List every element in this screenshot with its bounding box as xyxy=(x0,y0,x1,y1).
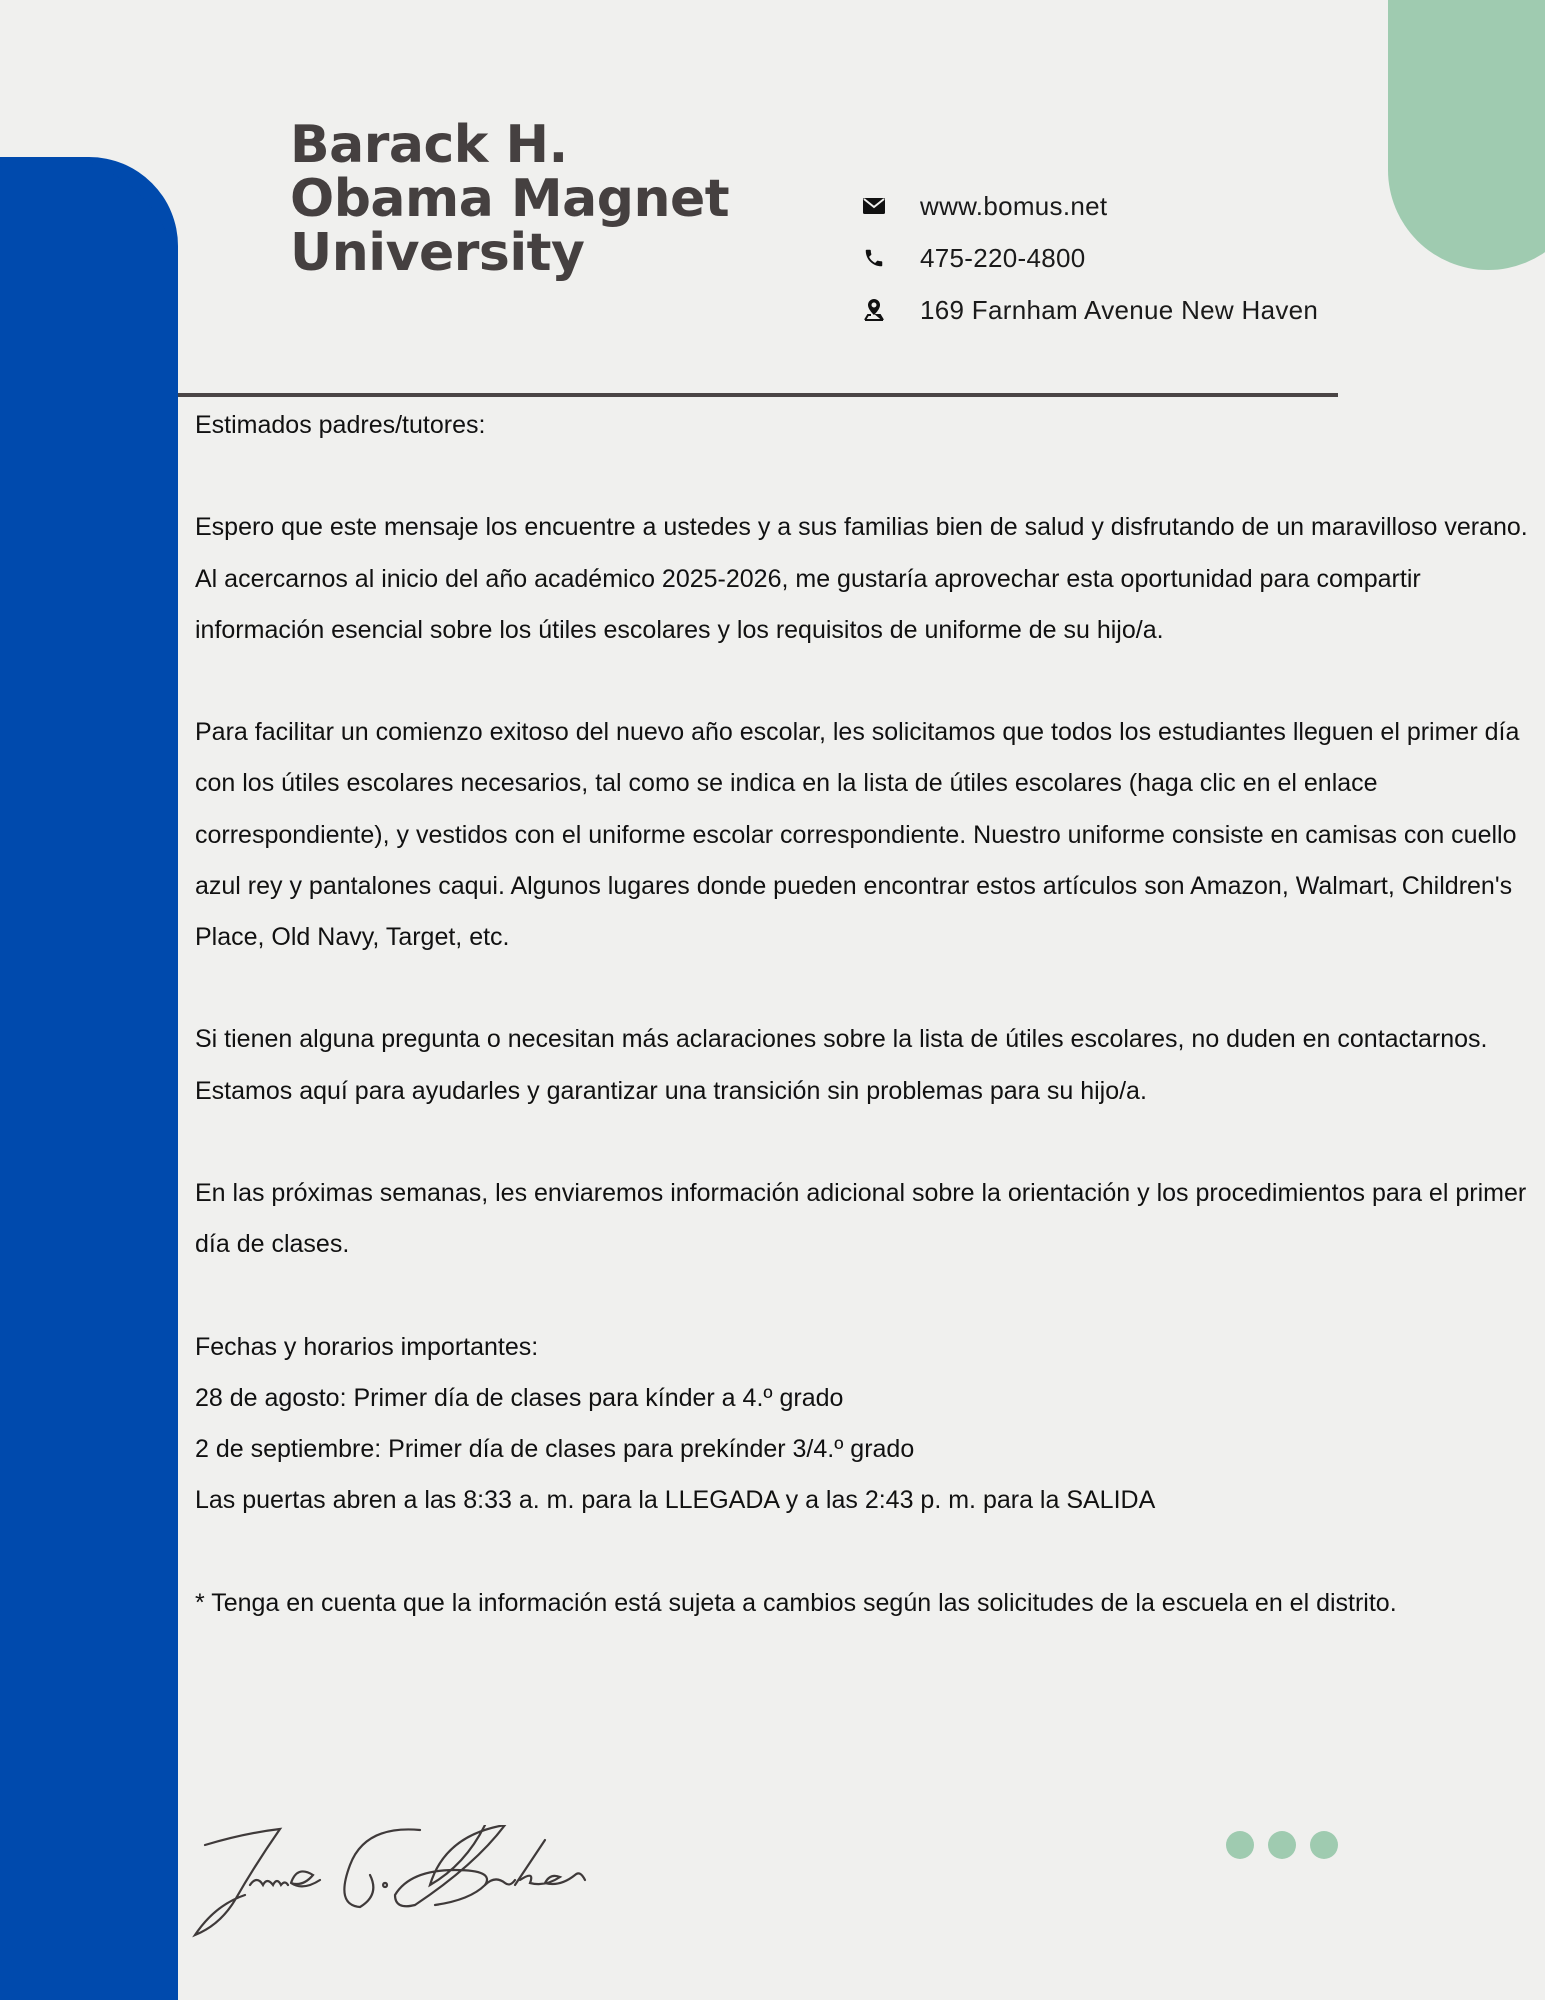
dot-2 xyxy=(1268,1831,1296,1859)
decorative-green-tab xyxy=(1388,0,1545,270)
contact-address xyxy=(862,284,1318,336)
paragraph-supplies-uniform: Para facilitar un comienzo exitoso del nuevo año escolar, les solicitamos que todos los estudiantes lleguen el primer día con los útiles escolares necesarios, tal como se indica en la lista de útiles escolares (haga clic en el enlace correspondiente), y vestidos con el uniforme escolar correspondiente. Nuestro uniforme consiste en camisas con cuello azul rey y pantalones caqui. Algunos lugares donde pueden encontrar estos artículos son Amazon, Walmart, Children's Place, Old Navy, Target, etc. xyxy=(195,718,1520,951)
dates-heading: Fechas y horarios importantes: xyxy=(195,1332,539,1361)
letter-body xyxy=(195,400,1535,1629)
school-name-line-3: University xyxy=(290,223,585,283)
website-link[interactable]: www.bomus.net xyxy=(920,190,1108,221)
header-divider xyxy=(178,393,1338,397)
contact-phone xyxy=(862,232,1318,284)
date-item: 28 de agosto: Primer día de clases para kínder a 4.º grado xyxy=(195,1383,844,1412)
date-item: Las puertas abren a las 8:33 a. m. para la LLEGADA y a las 2:43 p. m. para la SALIDA xyxy=(195,1486,1156,1515)
paragraph-questions: Si tienen alguna pregunta o necesitan más aclaraciones sobre la lista de útiles escolares, no duden en contactarnos. Estamos aquí para ayudarles y garantizar una transición sin problemas para su hijo/a. xyxy=(195,1025,1488,1105)
paragraph-orientation: En las próximas semanas, les enviaremos información adicional sobre la orientación y los procedimientos para el primer día de clases. xyxy=(195,1178,1527,1259)
contact-website xyxy=(862,180,1318,232)
school-name-line-2: Obama Magnet xyxy=(290,169,730,229)
date-item: 2 de septiembre: Primer día de clases para prekínder 3/4.º grado xyxy=(195,1434,915,1463)
phone-number: 475-220-4800 xyxy=(920,242,1086,273)
contact-info xyxy=(862,180,1318,336)
dot-1 xyxy=(1226,1831,1254,1859)
phone-icon xyxy=(862,246,886,270)
decorative-dots xyxy=(1226,1831,1338,1859)
signature xyxy=(185,1825,615,1945)
map-pin-icon xyxy=(862,298,886,322)
greeting: Estimados padres/tutores: xyxy=(195,411,486,439)
dot-3 xyxy=(1310,1831,1338,1859)
school-name-line-1: Barack H. xyxy=(290,115,568,175)
envelope-icon xyxy=(862,194,886,218)
decorative-blue-sidebar xyxy=(0,157,178,2000)
disclaimer-note: * Tenga en cuenta que la información está sujeta a cambios según las solicitudes de la escuela en el distrito. xyxy=(195,1588,1397,1617)
school-name xyxy=(290,115,810,283)
address: 169 Farnham Avenue New Haven xyxy=(920,294,1319,325)
paragraph-intro: Espero que este mensaje los encuentre a ustedes y a sus familias bien de salud y disfrutando de un maravilloso verano. Al acercarnos al inicio del año académico 2025-2026, me gustaría aprovechar esta oportunidad para compartir información esencial sobre los útiles escolares y los requisitos de uniforme de su hijo/a. xyxy=(195,513,1528,644)
